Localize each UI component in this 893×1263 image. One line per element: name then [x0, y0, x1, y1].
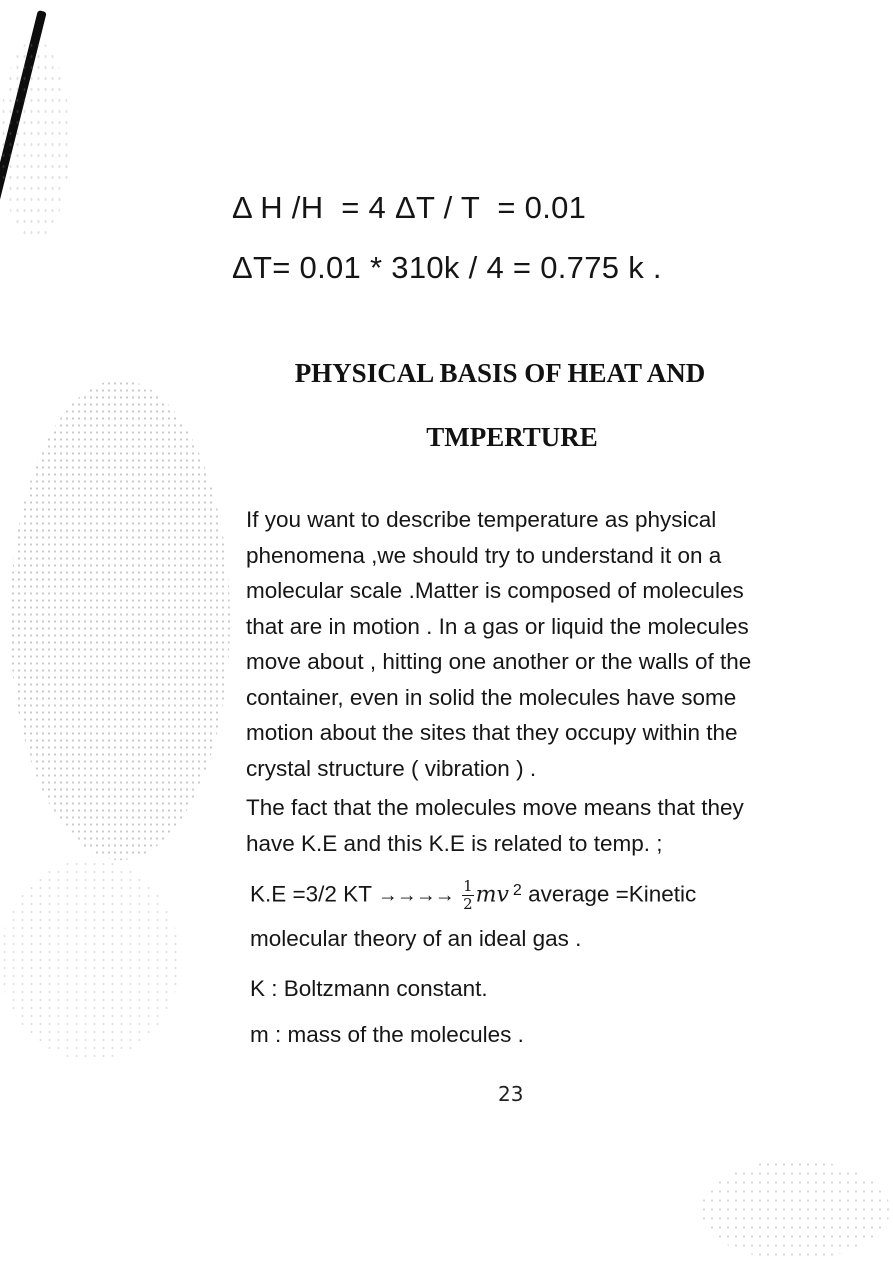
formula-mv: mv	[475, 882, 509, 908]
kinetic-energy-formula	[250, 878, 696, 913]
scan-noise	[700, 1160, 890, 1260]
fraction-denominator: 2	[463, 895, 473, 913]
formula-power: 2	[512, 882, 522, 900]
equation-line-1: Δ H /H = 4 ΔT / T = 0.01	[232, 190, 587, 225]
equation-line-2: ΔT= 0.01 * 310k / 4 = 0.775 k .	[232, 250, 662, 285]
fraction-one-half	[462, 878, 474, 913]
section-heading-line-2: TMPERTURE	[426, 422, 598, 452]
scan-noise	[10, 380, 230, 860]
formula-continuation: molecular theory of an ideal gas .	[250, 926, 582, 951]
formula-lhs: K.E =3/2 KT	[250, 881, 372, 907]
section-heading-line-1: PHYSICAL BASIS OF HEAT AND	[294, 358, 706, 388]
fraction-numerator: 1	[463, 877, 473, 895]
paragraph-kinetic-energy: The fact that the molecules move means that they have K.E and this K.E is related to temp. ;	[246, 795, 744, 856]
scan-noise	[0, 40, 70, 240]
scan-noise	[0, 860, 180, 1060]
arrow-chain: →→→→	[377, 884, 454, 907]
paragraph-temperature-description: If you want to describe temperature as physical phenomena ,we should try to understand it on a molecular scale .Matter is composed of molecules that are in motion . In a gas or liquid the molecules move about , hitting one another or the walls of the container, even in solid the molecules have some motion about the sites that they occupy within the crystal structure ( vibration ) .	[246, 507, 752, 781]
formula-rhs: average =Kinetic	[521, 881, 697, 907]
definition-m: m : mass of the molecules .	[250, 1022, 524, 1047]
page-number: 23	[498, 1082, 524, 1106]
definition-k: K : Boltzmann constant.	[250, 976, 488, 1001]
